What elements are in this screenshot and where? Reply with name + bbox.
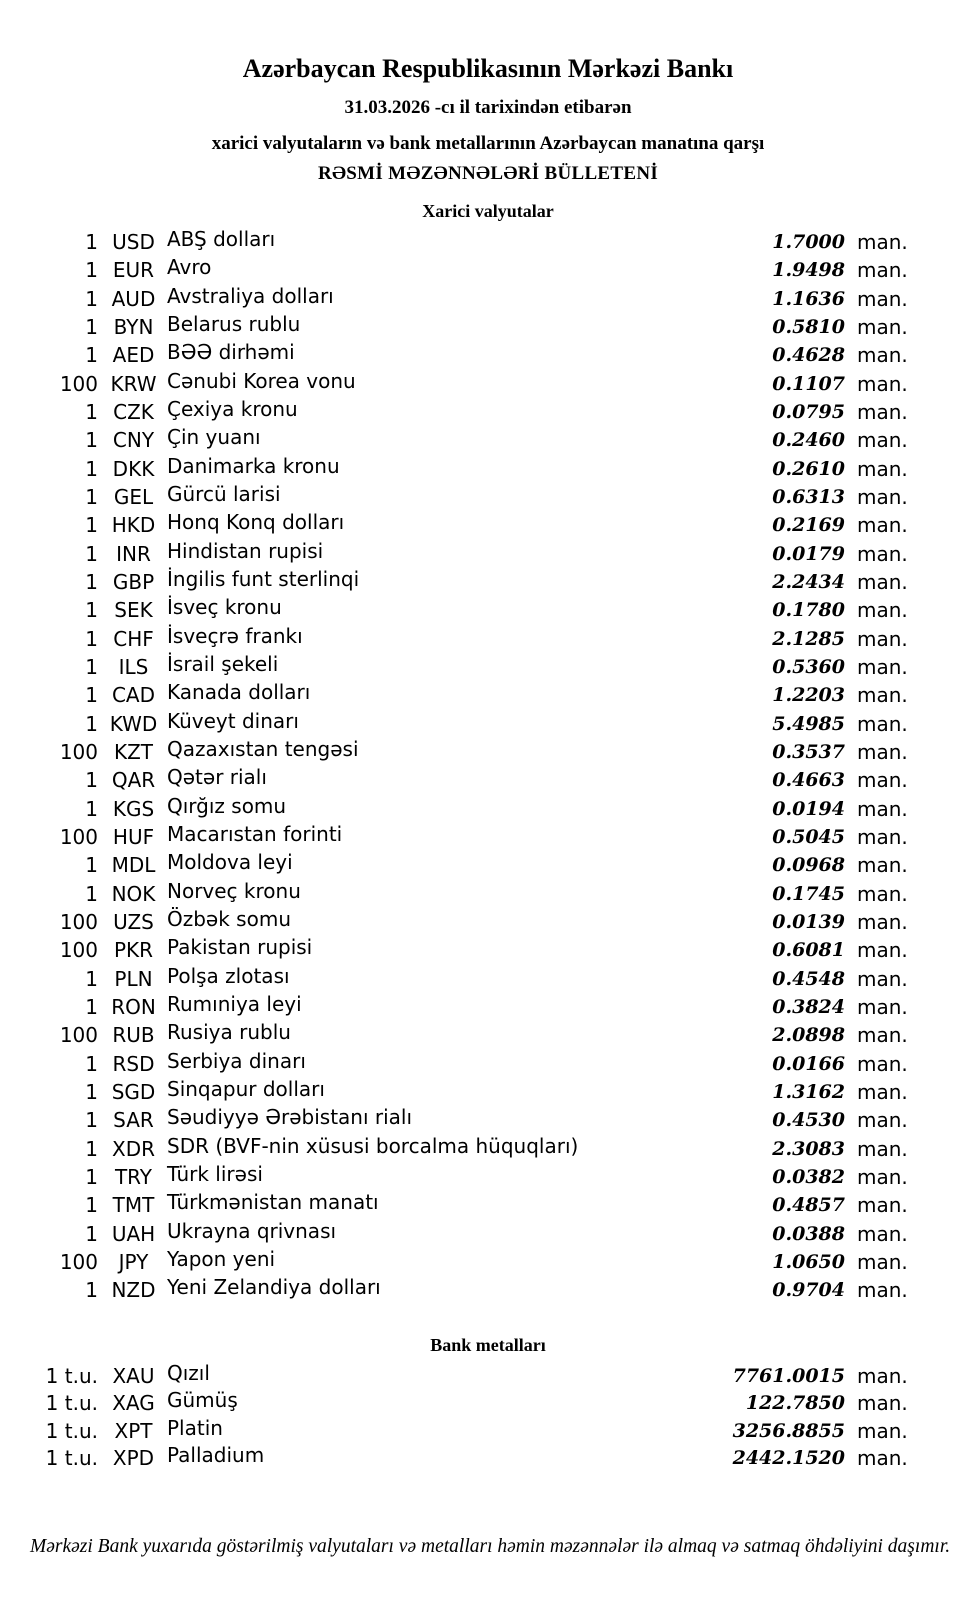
rate-row-KZT xyxy=(0,738,976,766)
currency-name-cell: Qızıl xyxy=(167,1361,210,1386)
currency-code-cell: XDR xyxy=(112,1136,155,1161)
quantity-cell: 1 xyxy=(85,995,98,1020)
rate-row-PKR xyxy=(0,936,976,964)
unit-cell: man. xyxy=(857,400,908,425)
currency-code-cell: AED xyxy=(112,343,155,368)
currency-name-cell: Macarıstan forinti xyxy=(167,822,343,847)
currency-name-cell: Pakistan rupisi xyxy=(167,935,313,960)
rate-value-cell: 0.0388 xyxy=(772,1222,845,1245)
currency-name-cell: Çexiya kronu xyxy=(167,397,298,422)
unit-cell: man. xyxy=(857,1023,908,1048)
rate-value-cell: 0.0968 xyxy=(772,854,845,877)
currency-name-cell: Yeni Zelandiya dolları xyxy=(167,1275,381,1300)
quantity-cell: 100 xyxy=(59,825,98,850)
unit-cell: man. xyxy=(857,1108,908,1133)
rate-row-GEL xyxy=(0,483,976,511)
rate-value-cell: 0.0166 xyxy=(772,1052,845,1075)
rate-value-cell: 0.6081 xyxy=(772,939,845,962)
rate-row-KRW xyxy=(0,370,976,398)
unit-cell: man. xyxy=(857,343,908,368)
rate-row-HUF xyxy=(0,823,976,851)
currency-code-cell: AUD xyxy=(111,286,156,311)
currency-name-cell: Türk lirəsi xyxy=(167,1161,263,1186)
quantity-cell: 1 xyxy=(85,258,98,283)
unit-cell: man. xyxy=(857,938,908,963)
quantity-cell: 1 xyxy=(85,881,98,906)
rate-value-cell: 0.1780 xyxy=(772,599,845,622)
rate-value-cell: 0.5045 xyxy=(772,826,845,849)
rate-row-RON xyxy=(0,993,976,1021)
quantity-cell: 1 xyxy=(85,683,98,708)
metals-section-heading: Bank metalları xyxy=(430,1335,546,1356)
rate-value-cell: 5.4985 xyxy=(772,712,845,735)
currency-name-cell: Avro xyxy=(167,255,212,280)
rate-row-SAR xyxy=(0,1106,976,1134)
currency-code-cell: HUF xyxy=(112,825,155,850)
currency-name-cell: ABŞ dolları xyxy=(167,227,276,252)
unit-cell: man. xyxy=(857,910,908,935)
unit-cell: man. xyxy=(857,1051,908,1076)
currency-name-cell: SDR (BVF-nin xüsusi borcalma hüquqları) xyxy=(167,1133,579,1158)
quantity-cell: 1 xyxy=(85,456,98,481)
unit-cell: man. xyxy=(857,286,908,311)
currency-name-cell: BƏƏ dirhəmi xyxy=(167,340,295,365)
rate-value-cell: 2.0898 xyxy=(772,1024,845,1047)
rate-value-cell: 0.0795 xyxy=(772,401,845,424)
unit-cell: man. xyxy=(857,1136,908,1161)
rate-row-CNY xyxy=(0,426,976,454)
unit-cell: man. xyxy=(857,570,908,595)
rate-value-cell: 0.4530 xyxy=(772,1109,845,1132)
currency-name-cell: Moldova leyi xyxy=(167,850,293,875)
unit-cell: man. xyxy=(857,995,908,1020)
rate-row-XAU xyxy=(0,1362,976,1389)
currencies-section-heading: Xarici valyutalar xyxy=(422,201,554,221)
rate-value-cell: 0.4857 xyxy=(772,1194,845,1217)
rate-value-cell: 1.3162 xyxy=(772,1081,845,1103)
currency-code-cell: XPD xyxy=(112,1446,155,1470)
subtitle-line: xarici valyutaların və bank metallarının Azərbaycan manatına qarşı xyxy=(211,133,765,154)
unit-cell: man. xyxy=(857,428,908,453)
currency-name-cell: Türkmənistan manatı xyxy=(167,1190,379,1215)
currency-code-cell: DKK xyxy=(112,456,155,481)
unit-cell: man. xyxy=(857,881,908,906)
rate-row-SEK xyxy=(0,596,976,624)
quantity-cell: 1 xyxy=(85,570,98,595)
rate-row-BYN xyxy=(0,313,976,341)
quantity-cell: 100 xyxy=(59,371,98,396)
quantity-cell: 1 xyxy=(85,796,98,821)
rate-value-cell: 0.3537 xyxy=(772,741,845,764)
quantity-cell: 1 xyxy=(85,711,98,736)
rate-value-cell: 0.0179 xyxy=(772,542,845,565)
unit-cell: man. xyxy=(857,485,908,510)
currency-code-cell: SEK xyxy=(114,598,153,623)
currency-code-cell: PKR xyxy=(113,938,154,963)
currency-code-cell: XAU xyxy=(112,1364,155,1389)
currency-code-cell: KWD xyxy=(109,711,158,736)
rate-row-ILS xyxy=(0,653,976,681)
currency-code-cell: UZS xyxy=(113,910,154,935)
currency-code-cell: KGS xyxy=(112,796,155,821)
header xyxy=(0,0,976,185)
rate-row-XAG xyxy=(0,1390,976,1417)
currency-name-cell: Kanada dolları xyxy=(167,680,311,705)
rate-value-cell: 0.0382 xyxy=(772,1165,845,1188)
page-title: Azərbaycan Respublikasının Mərkəzi Bankı xyxy=(242,54,734,83)
currency-code-cell: CNY xyxy=(112,428,155,453)
quantity-cell: 100 xyxy=(59,938,98,963)
rate-row-JPY xyxy=(0,1248,976,1276)
rate-row-AED xyxy=(0,341,976,369)
rate-row-NOK xyxy=(0,880,976,908)
currency-code-cell: KZT xyxy=(113,740,154,765)
rate-value-cell: 2442.1520 xyxy=(732,1447,845,1469)
rate-row-QAR xyxy=(0,766,976,794)
quantity-cell: 100 xyxy=(59,1249,98,1274)
quantity-cell: 1 t.u. xyxy=(45,1364,98,1389)
rate-row-TRY xyxy=(0,1163,976,1191)
rate-row-USD xyxy=(0,228,976,256)
quantity-cell: 1 xyxy=(85,966,98,991)
currency-code-cell: KRW xyxy=(110,371,157,396)
currency-code-cell: USD xyxy=(112,230,155,255)
rate-row-XPD xyxy=(0,1444,976,1471)
unit-cell: man. xyxy=(857,711,908,736)
currency-name-cell: Qətər rialı xyxy=(167,765,267,790)
currency-name-cell: Küveyt dinarı xyxy=(167,708,299,733)
rate-value-cell: 0.0194 xyxy=(772,797,845,820)
rate-value-cell: 7761.0015 xyxy=(732,1365,845,1388)
unit-cell: man. xyxy=(857,1221,908,1246)
quantity-cell: 1 xyxy=(85,626,98,651)
rate-value-cell: 0.2460 xyxy=(772,429,845,452)
unit-cell: man. xyxy=(857,1364,908,1389)
currency-name-cell: Honq Konq dolları xyxy=(167,510,345,535)
quantity-cell: 1 xyxy=(85,485,98,510)
rate-row-KGS xyxy=(0,795,976,823)
rate-value-cell: 0.3824 xyxy=(772,996,845,1019)
rate-row-AUD xyxy=(0,285,976,313)
currency-code-cell: NOK xyxy=(111,881,156,906)
rate-row-UAH xyxy=(0,1219,976,1247)
quantity-cell: 1 xyxy=(85,598,98,623)
quantity-cell: 100 xyxy=(59,740,98,765)
currency-name-cell: Danimarka kronu xyxy=(167,453,340,478)
currency-name-cell: Gümüş xyxy=(167,1388,238,1413)
currency-code-cell: CAD xyxy=(111,683,156,708)
currency-code-cell: MDL xyxy=(111,853,156,878)
rate-value-cell: 0.2610 xyxy=(772,457,845,480)
quantity-cell: 1 xyxy=(85,400,98,425)
rate-value-cell: 1.7000 xyxy=(772,231,845,254)
currency-code-cell: QAR xyxy=(111,768,156,793)
currency-code-cell: EUR xyxy=(112,258,155,283)
rate-row-EUR xyxy=(0,256,976,284)
rate-value-cell: 0.9704 xyxy=(772,1279,845,1302)
currency-code-cell: UAH xyxy=(111,1221,156,1246)
unit-cell: man. xyxy=(857,1278,908,1303)
currency-code-cell: INR xyxy=(116,541,151,566)
rate-value-cell: 0.4663 xyxy=(772,769,845,792)
bulletin-title: RƏSMİ MƏZƏNNƏLƏRİ BÜLLETENİ xyxy=(317,163,659,184)
rate-value-cell: 3256.8855 xyxy=(732,1419,845,1442)
quantity-cell: 1 xyxy=(85,1164,98,1189)
unit-cell: man. xyxy=(857,683,908,708)
rate-value-cell: 0.4548 xyxy=(772,967,845,990)
unit-cell: man. xyxy=(857,1080,908,1104)
quantity-cell: 1 xyxy=(85,1051,98,1076)
unit-cell: man. xyxy=(857,626,908,651)
currency-name-cell: Gürcü larisi xyxy=(167,482,281,507)
quantity-cell: 100 xyxy=(59,1023,98,1048)
rate-row-CZK xyxy=(0,398,976,426)
quantity-cell: 1 xyxy=(85,343,98,368)
quantity-cell: 100 xyxy=(59,910,98,935)
rate-value-cell: 1.2203 xyxy=(772,684,845,707)
rate-value-cell: 1.1636 xyxy=(772,287,845,310)
rate-row-INR xyxy=(0,540,976,568)
unit-cell: man. xyxy=(857,655,908,680)
currency-code-cell: CZK xyxy=(113,400,154,425)
rate-value-cell: 2.1285 xyxy=(772,627,845,650)
currency-code-cell: SAR xyxy=(113,1108,154,1133)
rate-value-cell: 0.1107 xyxy=(772,372,845,395)
quantity-cell: 1 t.u. xyxy=(45,1446,98,1470)
unit-cell: man. xyxy=(857,1446,908,1470)
rate-row-CHF xyxy=(0,625,976,653)
currency-code-cell: RUB xyxy=(112,1023,155,1048)
currency-name-cell: Ukrayna qrivnası xyxy=(167,1218,337,1243)
unit-cell: man. xyxy=(857,796,908,821)
currency-name-cell: İsveç kronu xyxy=(167,595,282,620)
rate-row-SGD xyxy=(0,1078,976,1106)
unit-cell: man. xyxy=(857,740,908,765)
currency-code-cell: RSD xyxy=(112,1051,155,1076)
rate-value-cell: 122.7850 xyxy=(745,1392,845,1415)
unit-cell: man. xyxy=(857,230,908,255)
rate-row-XPT xyxy=(0,1417,976,1444)
quantity-cell: 1 xyxy=(85,1278,98,1303)
rate-value-cell: 0.2169 xyxy=(772,514,845,537)
rate-row-CAD xyxy=(0,681,976,709)
unit-cell: man. xyxy=(857,258,908,283)
metals-table xyxy=(0,1362,976,1471)
unit-cell: man. xyxy=(857,1164,908,1189)
quantity-cell: 1 xyxy=(85,230,98,255)
unit-cell: man. xyxy=(857,456,908,481)
rate-row-KWD xyxy=(0,710,976,738)
currency-name-cell: Rusiya rublu xyxy=(167,1020,291,1045)
rate-row-RSD xyxy=(0,1050,976,1078)
rate-row-UZS xyxy=(0,908,976,936)
currency-name-cell: Səudiyyə Ərəbistanı rialı xyxy=(167,1105,413,1130)
currency-code-cell: ILS xyxy=(118,655,149,680)
quantity-cell: 1 xyxy=(85,1136,98,1161)
unit-cell: man. xyxy=(857,853,908,878)
quantity-cell: 1 t.u. xyxy=(45,1418,98,1443)
rate-value-cell: 0.1745 xyxy=(772,882,845,905)
currency-name-cell: İngilis funt sterlinqi xyxy=(167,567,360,592)
rate-row-MDL xyxy=(0,851,976,879)
currency-name-cell: Hindistan rupisi xyxy=(167,538,324,563)
effective-date-line: 31.03.2026 -cı il tarixindən etibarən xyxy=(344,97,632,118)
currency-code-cell: TMT xyxy=(112,1193,155,1218)
currency-code-cell: XAG xyxy=(112,1391,155,1416)
currency-name-cell: Rumıniya leyi xyxy=(167,992,302,1017)
rate-value-cell: 1.9498 xyxy=(772,259,845,282)
currency-name-cell: Polşa zlotası xyxy=(167,963,290,988)
currency-name-cell: Palladium xyxy=(167,1443,265,1467)
rate-row-TMT xyxy=(0,1191,976,1219)
currency-code-cell: GEL xyxy=(113,485,154,510)
currency-code-cell: NZD xyxy=(111,1278,156,1303)
unit-cell: man. xyxy=(857,541,908,566)
rate-row-GBP xyxy=(0,568,976,596)
quantity-cell: 1 xyxy=(85,513,98,538)
quantity-cell: 1 xyxy=(85,315,98,340)
unit-cell: man. xyxy=(857,1249,908,1274)
currency-code-cell: RON xyxy=(111,995,156,1020)
currency-code-cell: HKD xyxy=(111,513,156,538)
rate-row-RUB xyxy=(0,1021,976,1049)
currency-code-cell: PLN xyxy=(114,966,153,991)
rate-value-cell: 2.3083 xyxy=(772,1137,845,1160)
quantity-cell: 1 xyxy=(85,541,98,566)
currency-code-cell: XPT xyxy=(114,1418,153,1443)
rate-value-cell: 1.0650 xyxy=(772,1250,845,1273)
quantity-cell: 1 xyxy=(85,655,98,680)
currency-code-cell: JPY xyxy=(118,1249,149,1274)
unit-cell: man. xyxy=(857,1391,908,1416)
currency-code-cell: TRY xyxy=(114,1164,153,1189)
quantity-cell: 1 xyxy=(85,1108,98,1133)
unit-cell: man. xyxy=(857,1193,908,1218)
currencies-table xyxy=(0,228,976,1304)
currency-name-cell: Norveç kronu xyxy=(167,878,301,903)
currency-name-cell: Platin xyxy=(167,1415,223,1440)
rate-value-cell: 2.2434 xyxy=(772,571,845,594)
currency-name-cell: Sinqapur dolları xyxy=(167,1077,325,1101)
unit-cell: man. xyxy=(857,371,908,396)
currency-name-cell: Avstraliya dolları xyxy=(167,283,334,308)
quantity-cell: 1 xyxy=(85,1221,98,1246)
quantity-cell: 1 t.u. xyxy=(45,1391,98,1416)
quantity-cell: 1 xyxy=(85,428,98,453)
currency-name-cell: Yapon yeni xyxy=(167,1246,276,1271)
rate-value-cell: 0.4628 xyxy=(772,344,845,367)
currency-code-cell: CHF xyxy=(113,626,154,651)
quantity-cell: 1 xyxy=(85,1080,98,1104)
quantity-cell: 1 xyxy=(85,286,98,311)
rate-value-cell: 0.5360 xyxy=(772,656,845,679)
currency-name-cell: Özbək somu xyxy=(167,907,291,932)
quantity-cell: 1 xyxy=(85,768,98,793)
currency-code-cell: BYN xyxy=(113,315,154,340)
currency-code-cell: GBP xyxy=(112,570,155,595)
currency-code-cell: SGD xyxy=(111,1080,156,1104)
unit-cell: man. xyxy=(857,513,908,538)
unit-cell: man. xyxy=(857,1418,908,1443)
rate-row-NZD xyxy=(0,1276,976,1304)
unit-cell: man. xyxy=(857,825,908,850)
unit-cell: man. xyxy=(857,768,908,793)
rate-row-PLN xyxy=(0,965,976,993)
currency-name-cell: Serbiya dinarı xyxy=(167,1048,306,1073)
quantity-cell: 1 xyxy=(85,1193,98,1218)
currency-name-cell: Belarus rublu xyxy=(167,312,301,337)
rate-row-HKD xyxy=(0,511,976,539)
quantity-cell: 1 xyxy=(85,853,98,878)
currency-name-cell: İsveçrə frankı xyxy=(167,623,303,648)
rate-value-cell: 0.0139 xyxy=(772,911,845,934)
currency-name-cell: Çin yuanı xyxy=(167,425,261,450)
footer-note: Mərkəzi Bank yuxarıda göstərilmiş valyutaları və metalları həmin məzənnələr ilə almaq və satmaq öhdəliyini daşımır. xyxy=(30,1535,951,1557)
currency-name-cell: Qazaxıstan tengəsi xyxy=(167,737,359,762)
rate-value-cell: 0.6313 xyxy=(772,486,845,509)
rate-row-DKK xyxy=(0,455,976,483)
currency-name-cell: Qırğız somu xyxy=(167,793,287,818)
currency-name-cell: Cənubi Korea vonu xyxy=(167,368,356,393)
currency-name-cell: İsrail şekeli xyxy=(167,652,279,677)
unit-cell: man. xyxy=(857,315,908,340)
rate-value-cell: 0.5810 xyxy=(772,316,845,339)
unit-cell: man. xyxy=(857,966,908,991)
unit-cell: man. xyxy=(857,598,908,623)
rate-row-XDR xyxy=(0,1135,976,1163)
